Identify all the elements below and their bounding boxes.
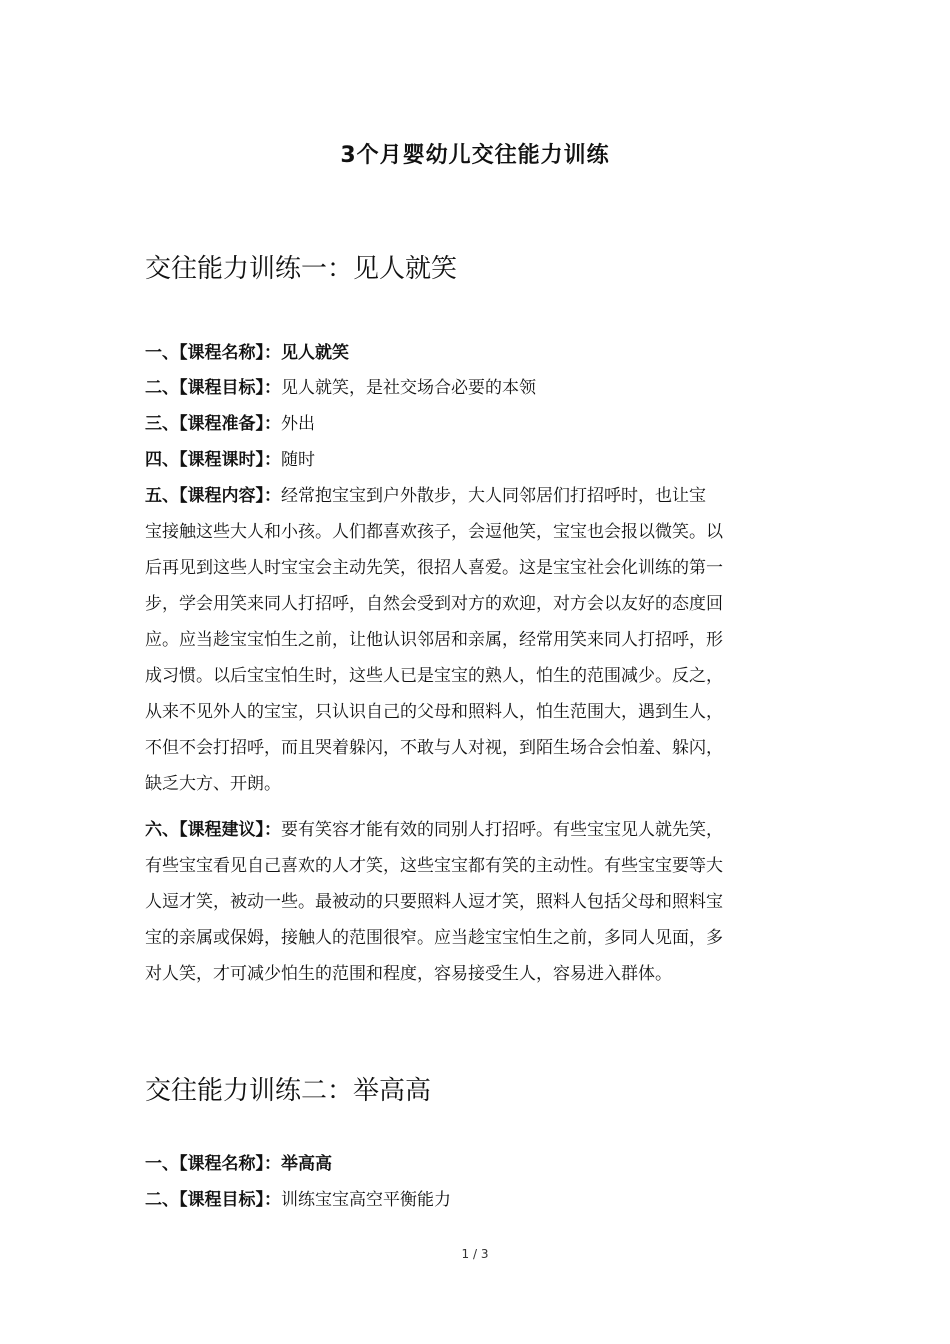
- section-heading-2: 交往能力训练二：举高高: [145, 1076, 432, 1106]
- course-advice-item: [145, 812, 817, 992]
- course-goal-item: [145, 1182, 817, 1218]
- item-text: 经常抱宝宝到户外散步，大人同邻居们打招呼时，也让宝: [281, 486, 706, 506]
- paragraph-line: 缺乏大方、开朗。: [145, 774, 281, 794]
- paragraph-line: 宝的亲属或保姆，接触人的范围很窄。应当趁宝宝怕生之前，多同人见面，多: [145, 928, 723, 948]
- course-content-item: [145, 478, 817, 802]
- item-value: 外出: [281, 414, 315, 434]
- document-title: 3个月婴幼儿交往能力训练: [340, 143, 610, 168]
- course-name-item: [145, 1146, 817, 1182]
- item-label: 四、【课程课时】：: [145, 450, 281, 470]
- item-label: 二、【课程目标】：: [145, 378, 281, 398]
- paragraph-line: 从来不见外人的宝宝，只认识自己的父母和照料人，怕生范围大，遇到生人，: [145, 702, 723, 722]
- item-value: 举高高: [281, 1154, 332, 1174]
- paragraph-line: 步，学会用笑来同人打招呼，自然会受到对方的欢迎，对方会以友好的态度回: [145, 594, 723, 614]
- item-label: 六、【课程建议】：: [145, 820, 281, 840]
- paragraph-line: 有些宝宝看见自己喜欢的人才笑，这些宝宝都有笑的主动性。有些宝宝要等大: [145, 856, 723, 876]
- paragraph-line: 成习惯。以后宝宝怕生时，这些人已是宝宝的熟人，怕生的范围减少。反之，: [145, 666, 723, 686]
- paragraph-line: [145, 478, 817, 514]
- item-label: 一、【课程名称】：: [145, 343, 281, 363]
- item-value: 训练宝宝高空平衡能力: [281, 1190, 451, 1210]
- item-label: 二、【课程目标】：: [145, 1190, 281, 1210]
- paragraph-line: 宝接触这些大人和小孩。人们都喜欢孩子，会逗他笑，宝宝也会报以微笑。以: [145, 522, 723, 542]
- course-goal-item: [145, 370, 817, 406]
- paragraph-line: [145, 812, 817, 848]
- course-hours-item: [145, 442, 817, 478]
- page-number: 1 / 3: [461, 1247, 489, 1261]
- item-label: 一、【课程名称】：: [145, 1154, 281, 1174]
- paragraph-line: 后再见到这些人时宝宝会主动先笑，很招人喜爱。这是宝宝社会化训练的第一: [145, 558, 723, 578]
- paragraph-line: 人逗才笑，被动一些。最被动的只要照料人逗才笑，照料人包括父母和照料宝: [145, 892, 723, 912]
- item-text: 要有笑容才能有效的同别人打招呼。有些宝宝见人就先笑，: [281, 820, 723, 840]
- section-heading-1: 交往能力训练一：见人就笑: [145, 254, 458, 284]
- paragraph-line: 不但不会打招呼，而且哭着躲闪，不敢与人对视，到陌生场合会怕羞、躲闪，: [145, 738, 723, 758]
- item-value: 见人就笑: [281, 343, 349, 363]
- course-name-item: [145, 335, 817, 371]
- item-value: 随时: [281, 450, 315, 470]
- paragraph-line: 应。应当趁宝宝怕生之前，让他认识邻居和亲属，经常用笑来同人打招呼，形: [145, 630, 723, 650]
- item-label: 五、【课程内容】：: [145, 486, 281, 506]
- item-label: 三、【课程准备】：: [145, 414, 281, 434]
- course-prep-item: [145, 406, 817, 442]
- item-value: 见人就笑，是社交场合必要的本领: [281, 378, 536, 398]
- paragraph-line: 对人笑，才可减少怕生的范围和程度，容易接受生人，容易进入群体。: [145, 964, 672, 984]
